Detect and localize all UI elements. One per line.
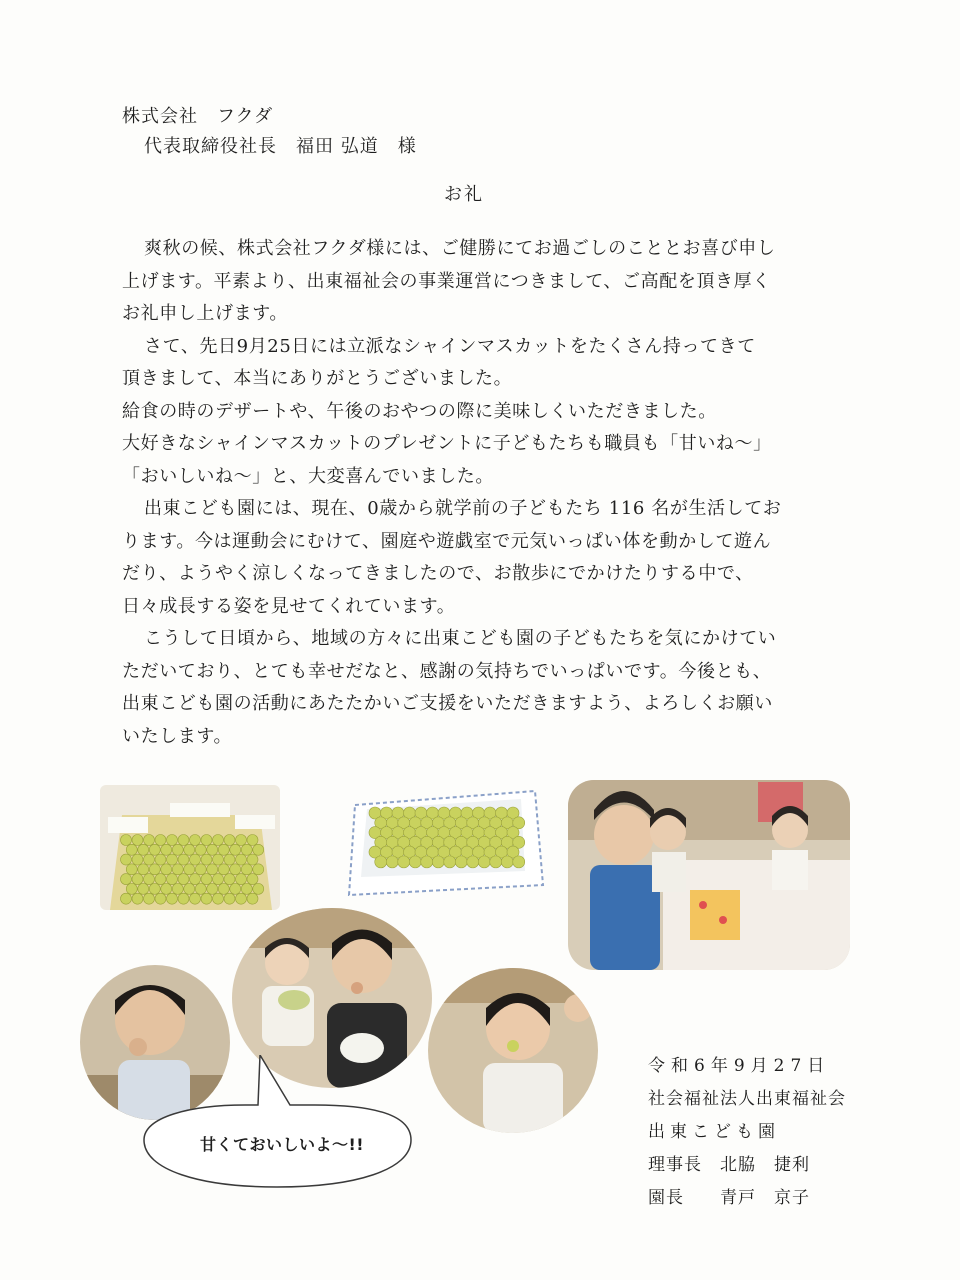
grape-dot <box>218 864 229 875</box>
grape-dot <box>121 854 132 865</box>
photo-grapes-box <box>100 785 280 910</box>
grape-dot <box>236 874 247 885</box>
grape-dot <box>513 856 525 868</box>
grape-dot <box>121 874 132 885</box>
grape-dot <box>432 856 444 868</box>
grape-dot <box>213 874 224 885</box>
grape-dot <box>184 883 195 894</box>
grape-dot <box>144 854 155 865</box>
grape-dot <box>149 864 160 875</box>
grape-dot <box>201 893 212 904</box>
grape-dot <box>207 864 218 875</box>
grape-dot <box>161 883 172 894</box>
grape-dot <box>161 844 172 855</box>
grape-dot <box>247 874 258 885</box>
grape-dot <box>236 854 247 865</box>
grape-dot <box>467 856 479 868</box>
grape-dot <box>224 893 235 904</box>
grape-dot <box>501 856 513 868</box>
speech-bubble-text: 甘くておいしいよ～!! <box>200 1135 365 1154</box>
grape-dot <box>190 854 201 865</box>
grape-dot <box>155 835 166 846</box>
grape-dot <box>375 856 387 868</box>
grape-dot <box>167 835 178 846</box>
grape-dot <box>201 874 212 885</box>
grape-dot <box>161 864 172 875</box>
grape-dot <box>230 864 241 875</box>
grape-dot <box>213 893 224 904</box>
grape-dot <box>184 864 195 875</box>
grape-dot <box>241 844 252 855</box>
grape-dot <box>213 835 224 846</box>
body-line: だり、ようやく涼しくなってきましたので、お散歩にでかけたりする中で、 <box>122 563 754 584</box>
grape-dot <box>172 844 183 855</box>
grape-dot <box>155 854 166 865</box>
body-line: 大好きなシャインマスカットのプレゼントに子どもたちも職員も「甘いね～」 <box>122 433 772 454</box>
grape-dot <box>207 883 218 894</box>
signature-principal: 園長 青戸 京子 <box>648 1188 810 1208</box>
body-line: お礼申し上げます。 <box>122 303 288 324</box>
grape-dot <box>126 864 137 875</box>
addressee-recipient: 代表取締役社長 福田 弘道 様 <box>144 136 417 157</box>
grape-dot <box>121 893 132 904</box>
grape-dot <box>167 854 178 865</box>
grape-dot <box>195 864 206 875</box>
grape-dot <box>478 856 490 868</box>
grape-dot <box>132 893 143 904</box>
grape-dot <box>132 835 143 846</box>
letter-title: お礼 <box>444 184 484 205</box>
photo-grapes-plate <box>345 785 545 900</box>
speech-bubble <box>140 1055 415 1195</box>
grape-dot <box>207 844 218 855</box>
grape-dot <box>138 883 149 894</box>
grape-dot <box>241 883 252 894</box>
grape-dot <box>236 835 247 846</box>
grape-dot <box>444 856 456 868</box>
body-line: 給食の時のデザートや、午後のおやつの際に美味しくいただきました。 <box>122 400 717 422</box>
grape-dot <box>126 844 137 855</box>
grape-dot <box>409 856 421 868</box>
body-line: こうして日頃から、地域の方々に出東こども園の子どもたちを気にかけてい <box>144 628 777 649</box>
addressee-company: 株式会社 フクダ <box>122 106 274 127</box>
signature-school: 出東こども園 <box>648 1122 780 1142</box>
grape-dot <box>178 874 189 885</box>
grape-dot <box>247 893 258 904</box>
body-line: ただいており、とても幸せだなと、感謝の気持ちでいっぱいです。今後とも、 <box>122 660 772 682</box>
grape-dot <box>155 874 166 885</box>
grape-dot <box>144 874 155 885</box>
grape-dot <box>386 856 398 868</box>
body-line: 日々成長する姿を見せてくれています。 <box>122 595 456 617</box>
photo-girl-eating <box>428 968 598 1133</box>
grape-dot <box>144 835 155 846</box>
grape-dot <box>236 893 247 904</box>
grape-dot <box>132 854 143 865</box>
grape-dot <box>230 844 241 855</box>
grape-dot <box>224 835 235 846</box>
grape-dot <box>126 883 137 894</box>
signature-date: 令和6年9月27日 <box>648 1056 831 1076</box>
grape-dot <box>167 893 178 904</box>
grape-dot <box>138 864 149 875</box>
grape-dot <box>253 883 264 894</box>
grape-dot <box>247 835 258 846</box>
body-line: いたします。 <box>122 725 233 747</box>
grape-dot <box>195 844 206 855</box>
grape-dot <box>195 883 206 894</box>
grape-dot <box>155 893 166 904</box>
photo-children-at-table <box>568 780 850 970</box>
grape-dot <box>201 854 212 865</box>
grape-dot <box>213 854 224 865</box>
grape-dot <box>490 856 502 868</box>
signature-chairman: 理事長 北脇 捷利 <box>648 1155 810 1175</box>
grape-dot <box>398 856 410 868</box>
grape-dot <box>224 854 235 865</box>
grape-dot <box>218 844 229 855</box>
grape-dot <box>138 844 149 855</box>
body-line: 出東こども園には、現在、0歳から就学前の子どもたち 116 名が生活してお <box>144 498 782 519</box>
body-line: ります。今は運動会にむけて、園庭や遊戯室で元気いっぱい体を動かして遊ん <box>122 530 772 552</box>
grape-dot <box>172 883 183 894</box>
body-line: さて、先日9月25日には立派なシャインマスカットをたくさん持ってきて <box>144 335 756 357</box>
signature-organization: 社会福祉法人出東福祉会 <box>648 1089 846 1109</box>
grape-dot <box>121 835 132 846</box>
grape-dot <box>167 874 178 885</box>
grape-dot <box>144 893 155 904</box>
letter-body <box>122 233 802 753</box>
grape-dot <box>172 864 183 875</box>
body-line: 上げます。平素より、出東福祉会の事業運営につきまして、ご高配を頂き厚く <box>122 270 771 292</box>
grape-dot <box>241 864 252 875</box>
grape-dot <box>230 883 241 894</box>
grape-dot <box>149 883 160 894</box>
grape-dot <box>224 874 235 885</box>
grape-dot <box>149 844 160 855</box>
grape-dot <box>190 893 201 904</box>
body-line: 出東こども園の活動にあたたかいご支援をいただきますよう、よろしくお願い <box>122 693 773 714</box>
addressee-block <box>122 102 417 162</box>
body-line: 「おいしいね～」と、大変喜んでいました。 <box>122 465 494 487</box>
grape-dot <box>218 883 229 894</box>
grape-dot <box>190 874 201 885</box>
grape-dot <box>132 874 143 885</box>
grape-dot <box>190 835 201 846</box>
grape-dot <box>247 854 258 865</box>
signature-block <box>648 1050 846 1215</box>
body-line: 爽秋の候、株式会社フクダ様には、ご健勝にてお過ごしのこととお喜び申し <box>144 238 776 259</box>
grape-dot <box>201 835 212 846</box>
grape-dot <box>184 844 195 855</box>
grape-dot <box>455 856 467 868</box>
grape-dot <box>253 864 264 875</box>
grape-dot <box>178 835 189 846</box>
grape-dot <box>178 854 189 865</box>
grape-dot <box>253 844 264 855</box>
grape-dot <box>421 856 433 868</box>
body-line: 頂きまして、本当にありがとうございました。 <box>122 368 513 389</box>
grape-dot <box>178 893 189 904</box>
